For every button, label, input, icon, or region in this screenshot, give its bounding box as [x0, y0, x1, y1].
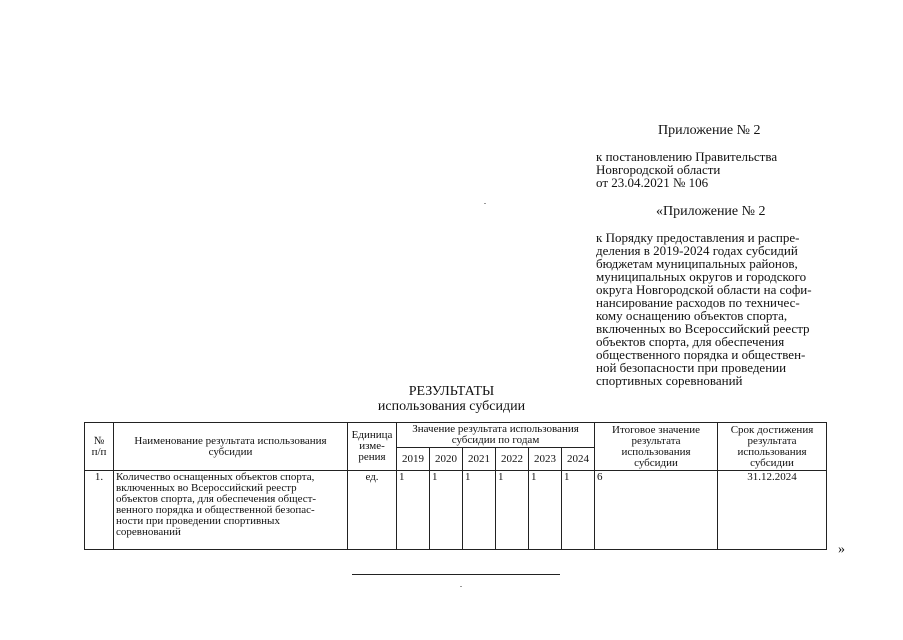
resolution-line: от 23.04.2021 № 106 — [596, 175, 709, 190]
order-line: спортивных соревнований — [596, 373, 743, 388]
header-year: 2022 — [496, 448, 529, 471]
header-values: Значение результата использования субсидии по годам — [397, 423, 595, 448]
order-line: объектов спорта, для обеспечения — [596, 334, 785, 349]
header-year: 2024 — [562, 448, 595, 471]
header-term: Срок достижения результата использования субсидии — [718, 423, 827, 471]
row-year-value: 1 — [430, 471, 463, 550]
order-line: кому оснащению объектов спорта, — [596, 308, 788, 323]
results-table — [84, 422, 827, 550]
row-term: 31.12.2024 — [718, 471, 827, 550]
header-year: 2021 — [463, 448, 496, 471]
footer-divider — [352, 574, 560, 575]
scan-speck — [484, 203, 486, 204]
order-line: включенных во Всероссийский реестр — [596, 321, 810, 336]
row-year-value: 1 — [562, 471, 595, 550]
order-line: бюджетам муниципальных районов, — [596, 256, 798, 271]
row-unit: ед. — [348, 471, 397, 550]
results-title: РЕЗУЛЬТАТЫ — [408, 384, 495, 399]
header-num: № п/п — [85, 423, 114, 471]
row-num: 1. — [85, 471, 114, 550]
header-unit: Единица изме- рения — [348, 423, 397, 471]
order-line: общественного порядка и обществен- — [596, 347, 806, 362]
order-line: к Порядку предоставления и распре- — [596, 230, 800, 245]
scan-speck — [460, 586, 462, 587]
order-line: ной безопасности при проведении — [596, 360, 787, 375]
results-subtitle: использования субсидии — [377, 399, 526, 414]
order-line: муниципальных округов и городского — [596, 269, 807, 284]
row-year-value: 1 — [529, 471, 562, 550]
row-total: 6 — [595, 471, 718, 550]
row-year-value: 1 — [397, 471, 430, 550]
order-line: округа Новгородской области на софи- — [596, 282, 812, 297]
row-name: Количество оснащенных объектов спорта, включенных во Всероссийский реестр объектов спорта, для обеспечения общест- венного порядка и общественной безопас- ности при проведении спортивных соревнований — [114, 471, 348, 550]
results-heading — [0, 384, 903, 414]
appendix-title: Приложение № 2 — [658, 123, 761, 138]
header-year: 2020 — [430, 448, 463, 471]
header-total: Итоговое значение результата использования субсидии — [595, 423, 718, 471]
header-name: Наименование результата использования субсидии — [114, 423, 348, 471]
table-header-row — [85, 423, 827, 448]
row-year-value: 1 — [496, 471, 529, 550]
appendix-header — [596, 124, 856, 387]
order-line: нансирование расходов по техничес- — [596, 295, 800, 310]
closing-quote: » — [838, 542, 845, 557]
order-line: деления в 2019-2024 годах субсидий — [596, 243, 798, 258]
header-year: 2023 — [529, 448, 562, 471]
resolution-line: Новгородской области — [596, 162, 721, 177]
inner-appendix-title: «Приложение № 2 — [656, 204, 766, 219]
row-year-value: 1 — [463, 471, 496, 550]
table-row — [85, 471, 827, 550]
resolution-line: к постановлению Правительства — [596, 149, 778, 164]
header-year: 2019 — [397, 448, 430, 471]
